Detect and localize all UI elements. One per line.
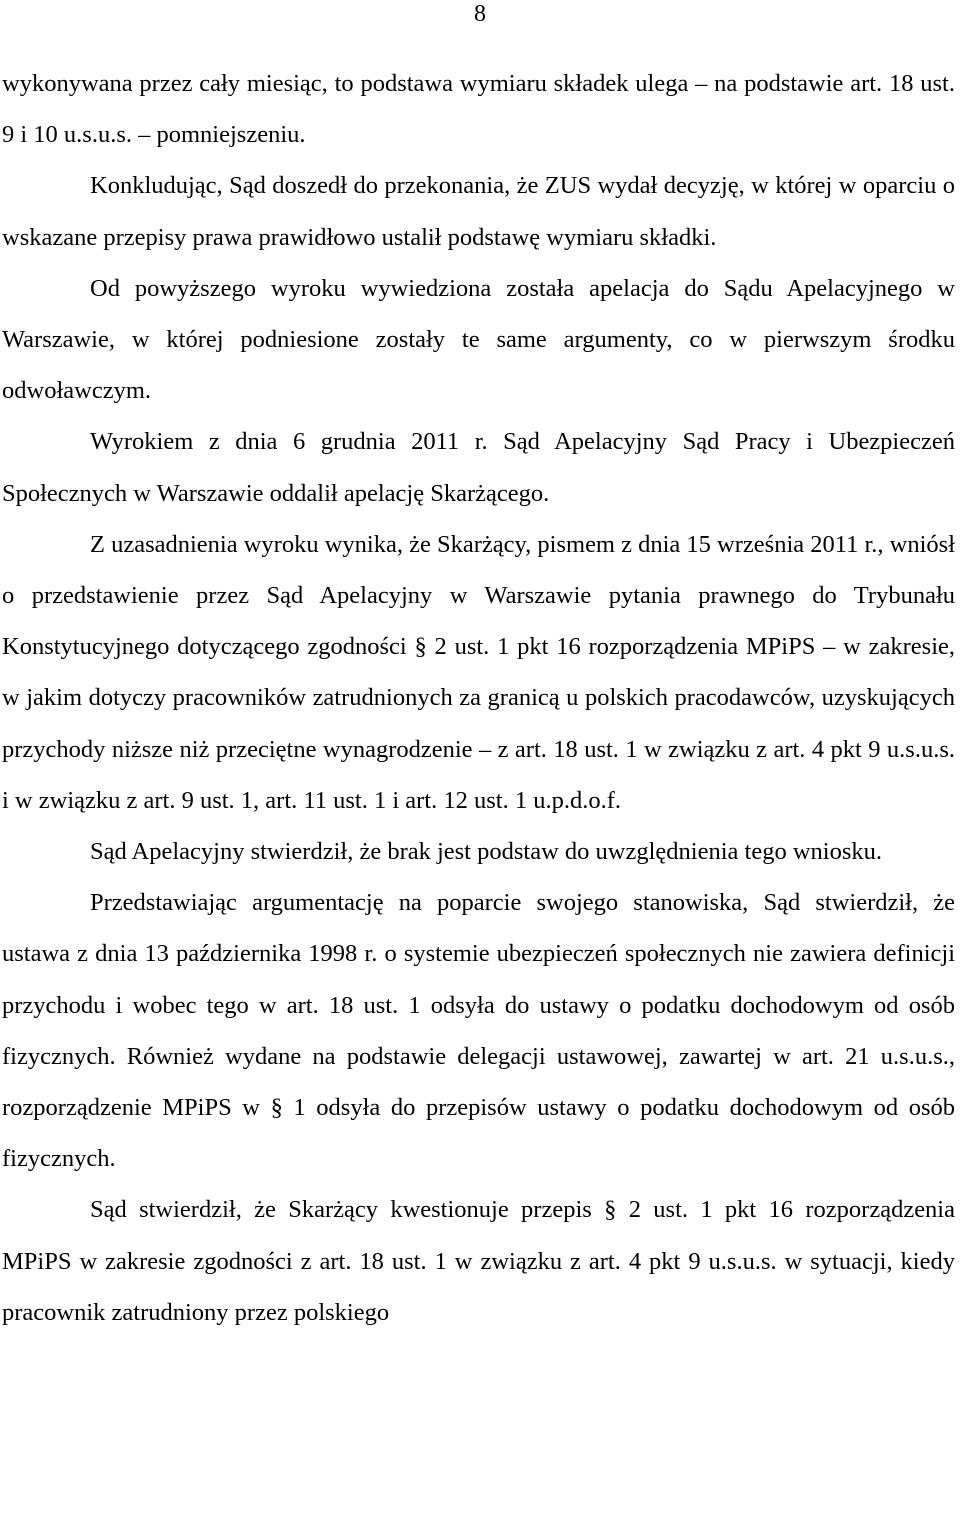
paragraph-4: Wyrokiem z dnia 6 grudnia 2011 r. Sąd Apelacyjny Sąd Pracy i Ubezpieczeń Społecznych w Warszawie oddalił apelację Skarżącego. [2, 428, 955, 507]
document-body [2, 58, 955, 1338]
paragraph-6: Sąd Apelacyjny stwierdził, że brak jest podstaw do uwzględnienia tego wniosku. [90, 838, 882, 866]
paragraph-5: Z uzasadnienia wyroku wynika, że Skarżący, pismem z dnia 15 września 2011 r., wniósł o przedstawienie przez Sąd Apelacyjny w Warszawie pytania prawnego do Trybunału Konstytucyjnego dotyczącego zgodności § 2 ust. 1 pkt 16 rozporządzenia MPiPS – w zakresie, w jakim dotyczy pracowników zatrudnionych za granicą u polskich pracodawców, uzyskujących przychody niższe niż przeciętne wynagrodzenie – z art. 18 ust. 1 w związku z art. 4 pkt 9 u.s.u.s. i w związku z art. 9 ust. 1, art. 11 ust. 1 i art. 12 ust. 1 u.p.d.o.f. [2, 530, 955, 814]
paragraph-2: Konkludując, Sąd doszedł do przekonania, że ZUS wydał decyzję, w której w oparciu o wskazane przepisy prawa prawidłowo ustalił podstawę wymiaru składki. [2, 172, 955, 251]
paragraph-7: Przedstawiając argumentację na poparcie swojego stanowiska, Sąd stwierdził, że ustawa z dnia 13 października 1998 r. o systemie ubezpieczeń społecznych nie zawiera definicji przychodu i wobec tego w art. 18 ust. 1 odsyła do ustawy o podatku dochodowym od osób fizycznych. Również wydane na podstawie delegacji ustawowej, zawartej w art. 21 u.s.u.s., rozporządzenie MPiPS w § 1 odsyła do przepisów ustawy o podatku dochodowym od osób fizycznych. [2, 889, 955, 1173]
paragraph-1: wykonywana przez cały miesiąc, to podstawa wymiaru składek ulega – na podstawie art. 18 ust. 9 i 10 u.s.u.s. – pomniejszeniu. [2, 70, 955, 149]
page-number: 8 [474, 1, 486, 27]
paragraph-8: Sąd stwierdził, że Skarżący kwestionuje przepis § 2 ust. 1 pkt 16 rozporządzenia MPiPS w zakresie zgodności z art. 18 ust. 1 w związku z art. 4 pkt 9 u.s.u.s. w sytuacji, kiedy pracownik zatrudniony przez polskiego [2, 1196, 955, 1326]
paragraph-3: Od powyższego wyroku wywiedziona została apelacja do Sądu Apelacyjnego w Warszawie, w której podniesione zostały te same argumenty, co w pierwszym środku odwoławczym. [2, 274, 955, 405]
